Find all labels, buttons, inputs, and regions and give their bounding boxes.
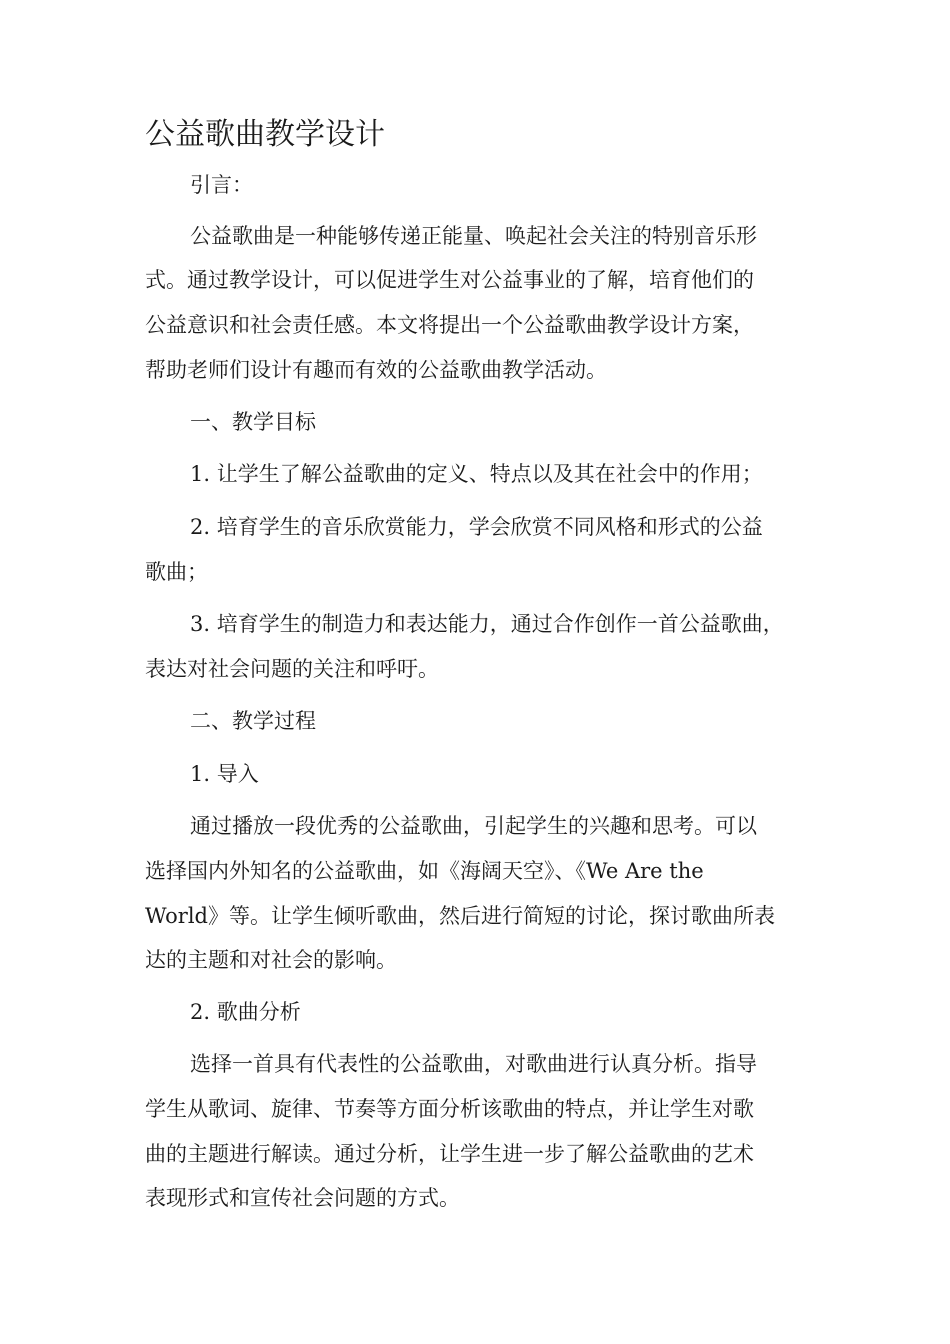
goal-item-1: 1. 让学生了解公益歌曲的定义、特点以及其在社会中的作用； — [190, 462, 763, 486]
step1-line-3: World》等。让学生倾听歌曲，然后进行简短的讨论，探讨歌曲所表 — [145, 904, 775, 928]
step-heading-analysis: 2. 歌曲分析 — [190, 1000, 301, 1024]
intro-line-4: 帮助老师们设计有趣而有效的公益歌曲教学活动。 — [145, 358, 607, 382]
step2-line-1: 选择一首具有代表性的公益歌曲，对歌曲进行认真分析。指导 — [190, 1052, 757, 1076]
step1-line-1: 通过播放一段优秀的公益歌曲，引起学生的兴趣和思考。可以 — [190, 814, 757, 838]
goal-item-3-line-1: 3. 培育学生的制造力和表达能力，通过合作创作一首公益歌曲， — [190, 612, 784, 636]
step1-line-2: 选择国内外知名的公益歌曲，如《海阔天空》、《We Are the — [145, 859, 704, 883]
goal-item-3-line-2: 表达对社会问题的关注和呼吁。 — [145, 657, 439, 681]
intro-line-3: 公益意识和社会责任感。本文将提出一个公益歌曲教学设计方案， — [145, 313, 754, 337]
intro-line-2: 式。通过教学设计，可以促进学生对公益事业的了解，培育他们的 — [145, 268, 754, 292]
step1-line-4: 达的主题和对社会的影响。 — [145, 948, 397, 972]
section-heading-process: 二、教学过程 — [190, 709, 316, 733]
goal-item-2-line-2: 歌曲； — [145, 560, 208, 584]
document-title: 公益歌曲教学设计 — [145, 117, 385, 152]
intro-line-1: 公益歌曲是一种能够传递正能量、唤起社会关注的特别音乐形 — [190, 224, 757, 248]
step2-line-4: 表现形式和宣传社会问题的方式。 — [145, 1186, 460, 1210]
intro-heading: 引言： — [190, 173, 253, 197]
step2-line-2: 学生从歌词、旋律、节奏等方面分析该歌曲的特点，并让学生对歌 — [145, 1097, 754, 1121]
step-heading-intro: 1. 导入 — [190, 762, 259, 786]
section-heading-goals: 一、教学目标 — [190, 410, 316, 434]
goal-item-2-line-1: 2. 培育学生的音乐欣赏能力，学会欣赏不同风格和形式的公益 — [190, 515, 763, 539]
step2-line-3: 曲的主题进行解读。通过分析，让学生进一步了解公益歌曲的艺术 — [145, 1142, 754, 1166]
